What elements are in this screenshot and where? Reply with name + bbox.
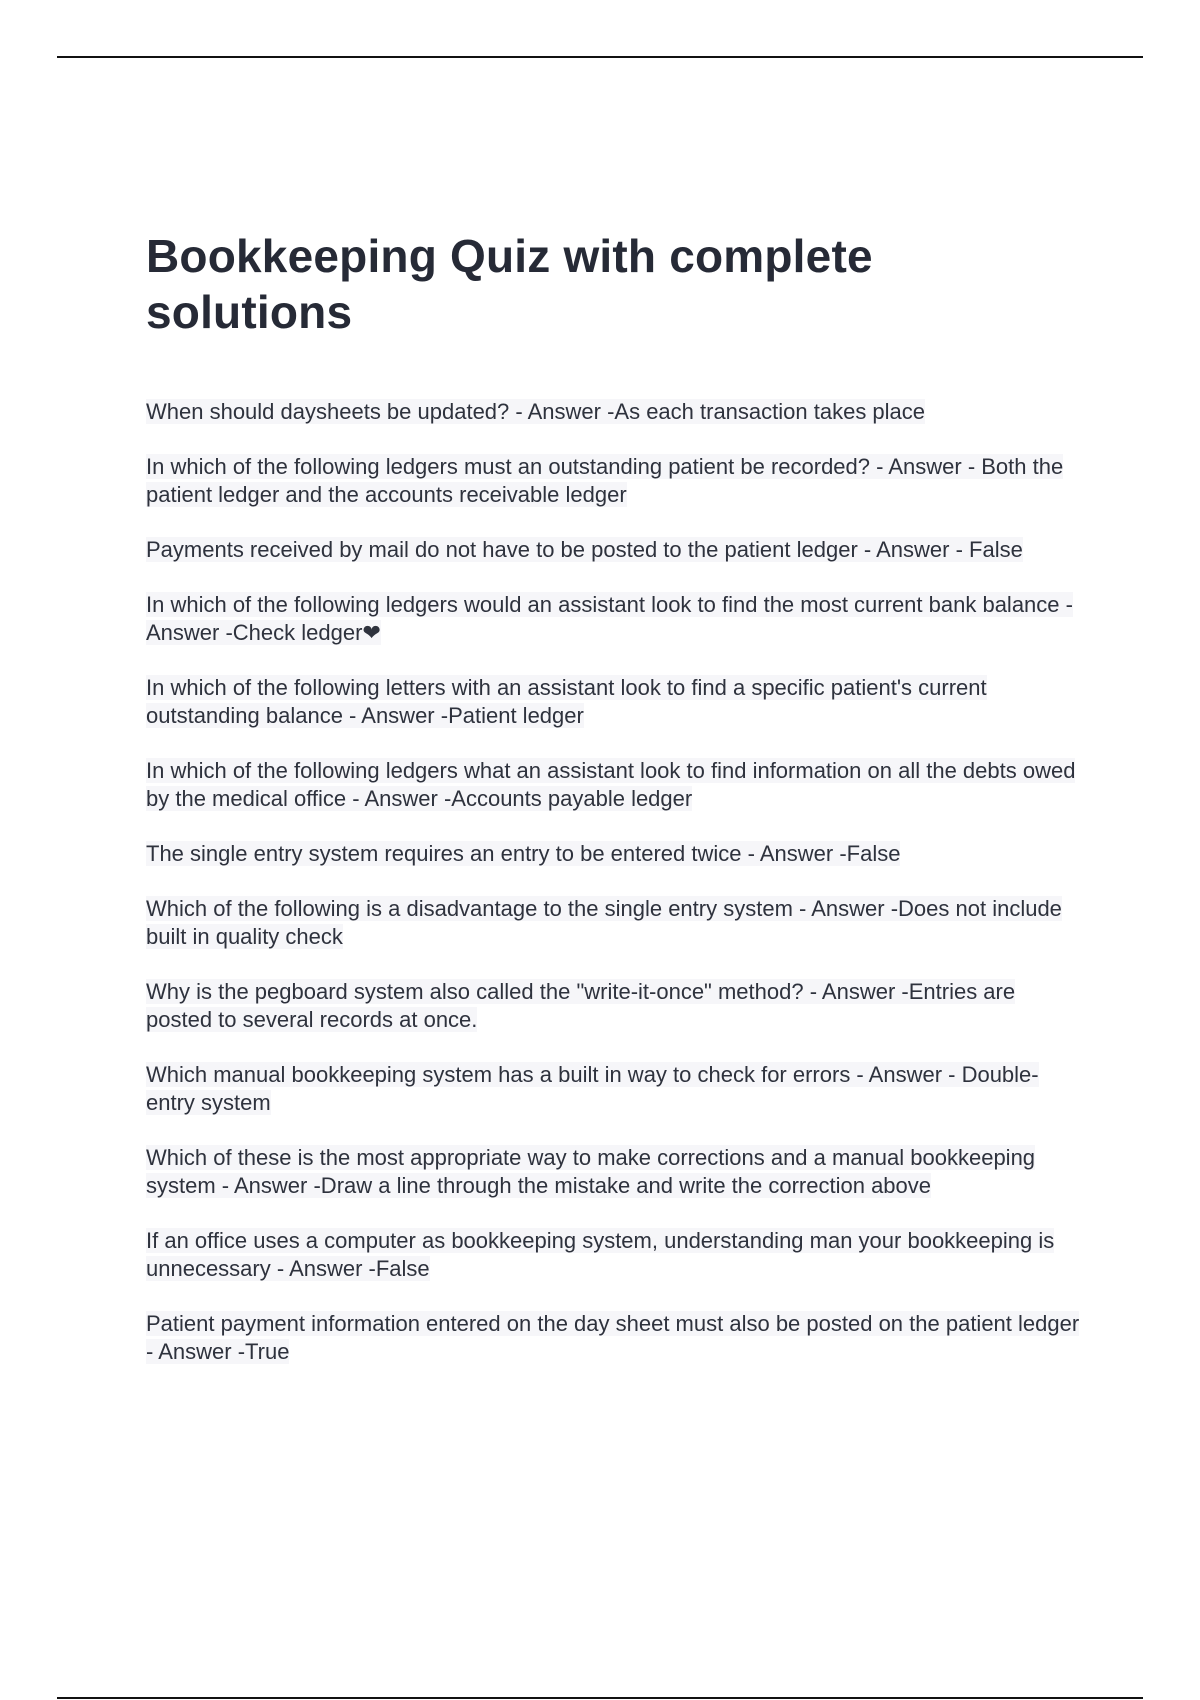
qa-item-9 [146,978,1086,1034]
qa-item-7 [146,840,1086,868]
qa-text: The single entry system requires an entry to be entered twice - Answer -False [146,841,901,866]
document-body [146,228,1086,1393]
qa-item-4 [146,591,1086,647]
qa-text: In which of the following ledgers would an assistant look to find the most current bank balance - Answer -Check ledger❤ [146,592,1073,645]
qa-text: Which of these is the most appropriate way to make corrections and a manual bookkeeping system - Answer -Draw a line through the mistake and write the correction above [146,1145,1036,1198]
qa-text: When should daysheets be updated? - Answer -As each transaction takes place [146,399,926,424]
qa-text: If an office uses a computer as bookkeeping system, understanding man your bookkeeping is unnecessary - Answer -False [146,1228,1055,1281]
qa-item-5 [146,674,1086,730]
qa-item-12 [146,1227,1086,1283]
page-title: Bookkeeping Quiz with complete solutions [146,230,873,338]
qa-item-11 [146,1144,1086,1200]
qa-item-8 [146,895,1086,951]
qa-item-13 [146,1310,1086,1366]
top-rule [57,56,1143,58]
qa-list [146,398,1086,1366]
qa-item-3 [146,536,1086,564]
qa-item-10 [146,1061,1086,1117]
qa-item-2 [146,453,1086,509]
qa-item-1 [146,398,1086,426]
qa-text: Which manual bookkeeping system has a built in way to check for errors - Answer - Double-entry system [146,1062,1039,1115]
bottom-rule [57,1697,1143,1699]
qa-text: In which of the following ledgers what an assistant look to find information on all the debts owed by the medical office - Answer -Accounts payable ledger [146,758,1076,811]
qa-text: Payments received by mail do not have to be posted to the patient ledger - Answer - False [146,537,1023,562]
qa-text: In which of the following letters with an assistant look to find a specific patient's current outstanding balance - Answer -Patient ledger [146,675,987,728]
qa-text: Why is the pegboard system also called the "write-it-once" method? - Answer -Entries are posted to several records at once. [146,979,1016,1032]
qa-text: Which of the following is a disadvantage to the single entry system - Answer -Does not include built in quality check [146,896,1062,949]
qa-text: Patient payment information entered on the day sheet must also be posted on the patient ledger - Answer -True [146,1311,1080,1364]
qa-item-6 [146,757,1086,813]
qa-text: In which of the following ledgers must an outstanding patient be recorded? - Answer - Both the patient ledger and the accounts receivable ledger [146,454,1064,507]
